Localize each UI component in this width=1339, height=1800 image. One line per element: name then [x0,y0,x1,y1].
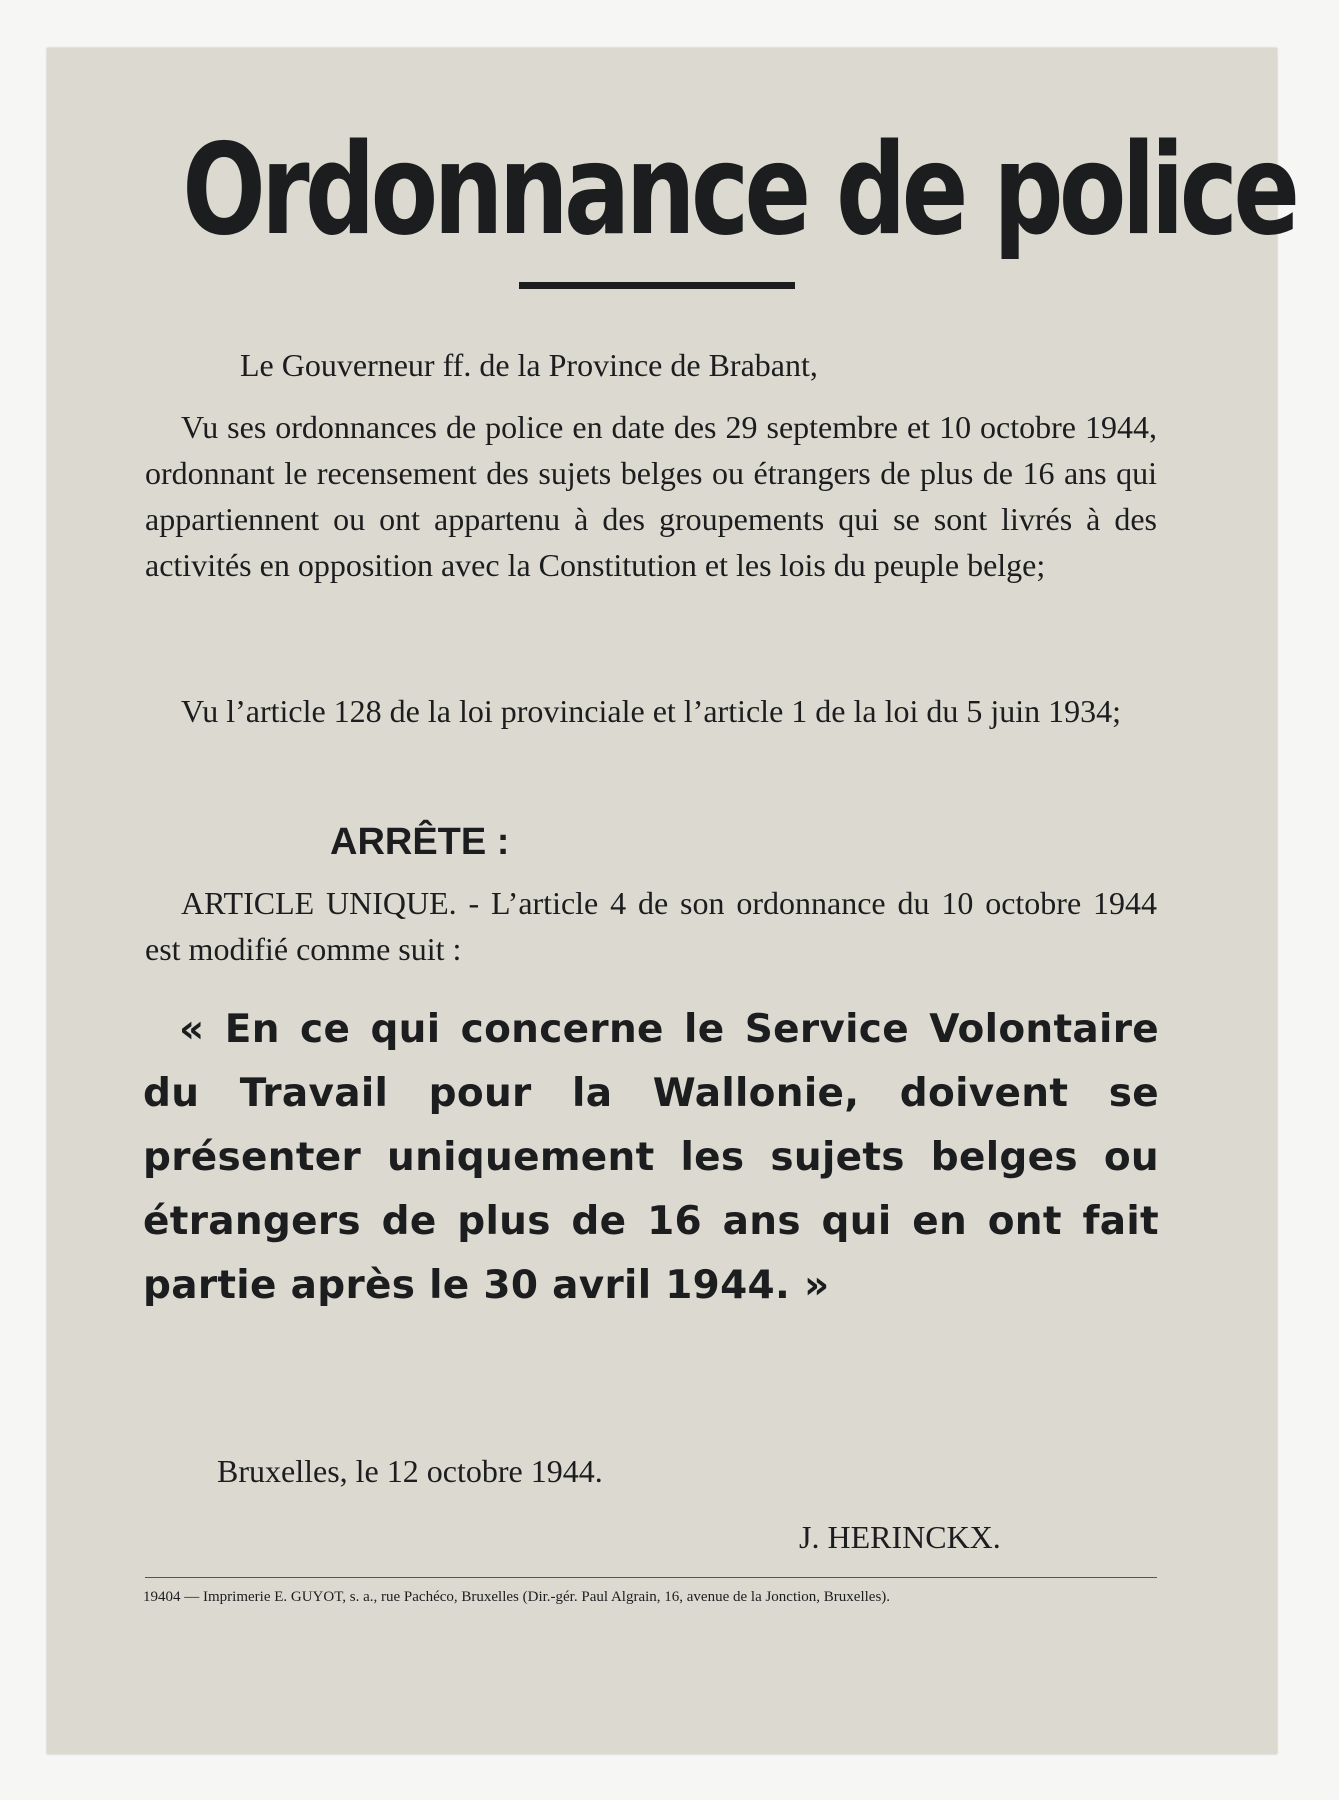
article-unique-text: ARTICLE UNIQUE. - L’article 4 de son ordonnance du 10 octobre 1944 est modifié comme suit : [145,885,1157,967]
quoted-amendment-text: « En ce qui concerne le Service Volontaire du Travail pour la Wallonie, doivent se présenter uniquement les sujets belges ou étrangers de plus de 16 ans qui en ont fait partie après le 30 avril 1944. » [143,1007,1159,1308]
place-and-date: Bruxelles, le 12 octobre 1944. [217,1453,603,1489]
recital-law-text: Vu l’article 128 de la loi provinciale et l’article 1 de la loi du 5 juin 1934; [181,693,1122,729]
poster-sheet [47,48,1296,1754]
signature: J. HERINCKX. [799,1519,1001,1555]
title-divider [519,282,795,289]
footer-divider [145,1577,1157,1578]
printer-imprint: 19404 — Imprimerie E. GUYOT, s. a., rue Pachéco, Bruxelles (Dir.-gér. Paul Algrain, 16, avenue de la Jonction, Bruxelles). [143,1589,891,1605]
quoted-amendment [143,998,1159,1318]
recital-law [145,688,1157,734]
recital-ordinances [145,404,1157,588]
recital-ordinances-text: Vu ses ordonnances de police en date des 29 septembre et 10 octobre 1944, ordonnant le recensement des sujets belges ou étrangers de plus de 16 ans qui appartiennent ou ont appartenu à des groupements qui se sont livrés à des activités en opposition avec la Constitution et les lois du peuple belge; [145,409,1157,583]
governor-line: Le Gouverneur ff. de la Province de Brabant, [240,347,818,383]
article-unique [145,880,1157,972]
decree-heading: ARRÊTE : [330,821,510,863]
poster-title: Ordonnance de police [182,116,1296,263]
